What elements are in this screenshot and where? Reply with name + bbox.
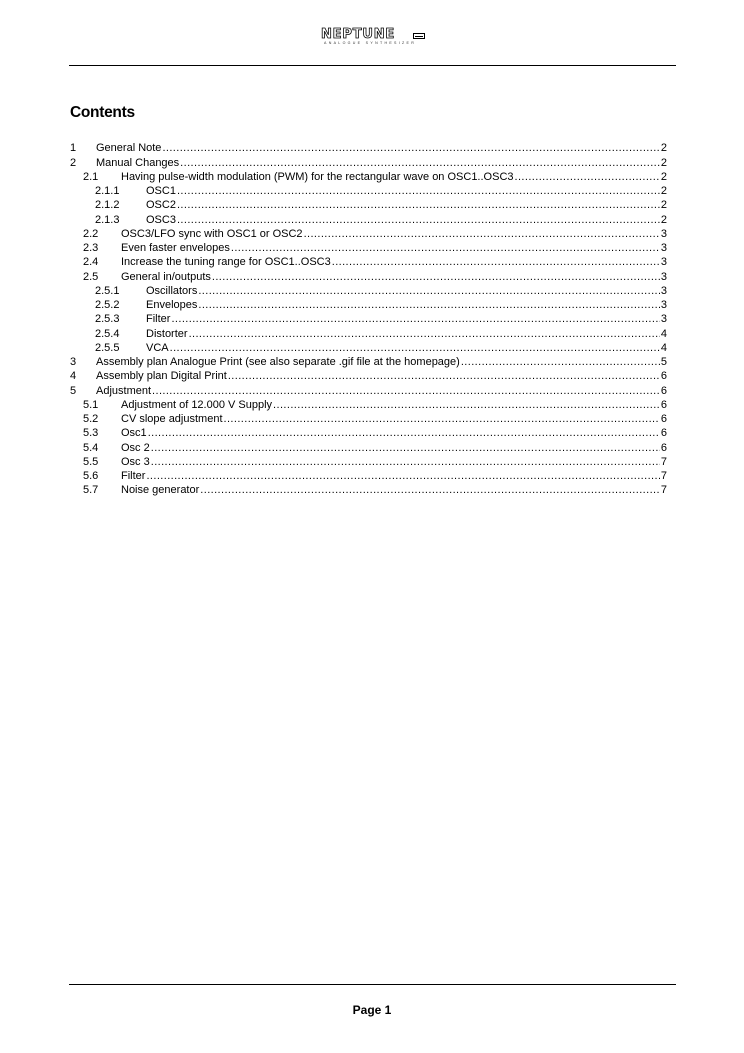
toc-dot-leader — [231, 242, 660, 255]
toc-dot-leader — [224, 413, 660, 426]
toc-entry-page: 2 — [660, 185, 667, 197]
toc-entry[interactable] — [70, 170, 667, 184]
toc-entry-page: 4 — [660, 341, 667, 354]
logo-subtext: ANALOGUE SYNTHESIZER — [324, 41, 417, 45]
toc-dot-leader — [273, 399, 660, 412]
toc-entry-number: 5.1 — [83, 398, 99, 411]
toc-entry-number: 5.4 — [83, 441, 99, 454]
toc-entry-number: 2.5.1 — [95, 284, 120, 297]
toc-entry-page: 7 — [660, 470, 667, 482]
toc-entry[interactable] — [70, 355, 667, 369]
toc-entry-number: 2.5 — [83, 270, 99, 283]
toc-entry-number: 2.1.3 — [95, 213, 120, 226]
toc-entry-number: 2.5.4 — [95, 327, 120, 340]
toc-dot-leader — [198, 299, 660, 312]
toc-dot-leader — [198, 285, 660, 298]
toc-entry-title: OSC3 — [146, 213, 176, 226]
toc-entry[interactable] — [70, 426, 667, 440]
toc-entry-title: Assembly plan Analogue Print (see also separate .gif file at the homepage) — [96, 356, 460, 368]
toc-entry-title: Osc 2 — [121, 441, 150, 454]
toc-entry[interactable] — [70, 312, 667, 326]
toc-entry-title: OSC1 — [146, 185, 176, 197]
toc-entry-page: 2 — [660, 170, 667, 183]
toc-entry-page: 6 — [660, 413, 667, 425]
toc-entry-page: 6 — [660, 427, 667, 440]
toc-entry-title: VCA — [146, 341, 169, 354]
toc-dot-leader — [177, 199, 660, 212]
toc-entry-title: Osc1 — [121, 427, 147, 440]
toc-dot-leader — [162, 142, 659, 155]
toc-entry-page: 3 — [660, 270, 667, 283]
toc-entry[interactable] — [70, 383, 667, 397]
toc-entry-number: 5.6 — [83, 470, 99, 482]
toc-entry-page: 4 — [660, 327, 667, 340]
toc-entry-number: 3 — [70, 356, 77, 368]
toc-dot-leader — [151, 456, 660, 469]
toc-entry-number: 5.2 — [83, 413, 99, 425]
toc-entry-title: Adjustment of 12.000 V Supply — [121, 398, 273, 411]
toc-entry-number: 2.1.1 — [95, 185, 120, 197]
toc-dot-leader — [151, 442, 660, 455]
toc-entry-page: 3 — [660, 256, 667, 269]
toc-entry-title: Osc 3 — [121, 455, 150, 468]
toc-entry[interactable] — [70, 483, 667, 497]
toc-entry[interactable] — [70, 269, 667, 283]
toc-dot-leader — [304, 228, 660, 241]
toc-entry-number: 2.4 — [83, 256, 99, 269]
toc-entry-page: 3 — [660, 242, 667, 254]
toc-entry[interactable] — [70, 184, 667, 198]
toc-entry-title: Distorter — [146, 327, 188, 340]
toc-entry-title: OSC3/LFO sync with OSC1 or OSC2 — [121, 227, 303, 240]
toc-entry[interactable] — [70, 455, 667, 469]
toc-entry-page: 5 — [660, 356, 667, 368]
toc-dot-leader — [212, 271, 660, 284]
toc-heading: Contents — [70, 104, 135, 121]
toc-entry-number: 5.5 — [83, 455, 99, 468]
table-of-contents — [70, 141, 667, 497]
toc-dot-leader — [171, 313, 659, 326]
toc-entry-title: Adjustment — [96, 384, 152, 397]
toc-dot-leader — [177, 185, 660, 198]
toc-entry-number: 2.2 — [83, 227, 99, 240]
toc-entry-title: Filter — [121, 470, 146, 482]
toc-dot-leader — [152, 385, 660, 398]
toc-entry-number: 2.5.5 — [95, 341, 120, 354]
toc-entry-page: 6 — [660, 384, 667, 397]
toc-entry-title: Having pulse-width modulation (PWM) for the rectangular wave on OSC1..OSC3 — [121, 170, 514, 183]
footer-divider — [69, 984, 676, 985]
toc-entry-number: 2.1.2 — [95, 199, 120, 212]
toc-entry-title: Assembly plan Digital Print — [96, 370, 227, 383]
page-number: Page 1 — [352, 1003, 392, 1017]
toc-entry-number: 5.7 — [83, 484, 99, 497]
toc-entry-page: 3 — [660, 284, 667, 297]
toc-entry-page: 3 — [660, 299, 667, 311]
toc-entry-number: 5 — [70, 384, 77, 397]
toc-dot-leader — [200, 484, 660, 497]
toc-entry-page: 2 — [660, 213, 667, 226]
toc-entry[interactable] — [70, 155, 667, 169]
toc-entry-title: Noise generator — [121, 484, 200, 497]
toc-entry-number: 2.3 — [83, 242, 99, 254]
toc-entry[interactable] — [70, 298, 667, 312]
toc-entry-title: General in/outputs — [121, 270, 211, 283]
toc-entry[interactable] — [70, 440, 667, 454]
toc-entry-number: 2.1 — [83, 170, 99, 183]
toc-entry-title: CV slope adjustment — [121, 413, 223, 425]
toc-entry-title: Even faster envelopes — [121, 242, 230, 254]
toc-dot-leader — [228, 370, 660, 383]
toc-dot-leader — [170, 342, 660, 355]
toc-dot-leader — [146, 470, 659, 483]
toc-dot-leader — [180, 157, 660, 170]
toc-entry-number: 2.5.3 — [95, 313, 120, 326]
toc-entry[interactable] — [70, 227, 667, 241]
toc-entry-number: 5.3 — [83, 427, 99, 440]
toc-entry-number: 4 — [70, 370, 77, 383]
toc-entry-title: Increase the tuning range for OSC1..OSC3 — [121, 256, 331, 269]
toc-entry[interactable] — [70, 398, 667, 412]
toc-entry-title: Manual Changes — [96, 156, 180, 169]
logo-mark-icon — [413, 33, 425, 39]
toc-entry-page: 3 — [660, 313, 667, 326]
toc-entry-title: Filter — [146, 313, 171, 326]
logo-wordmark: NEPTUNE — [321, 27, 396, 42]
toc-entry-title: Envelopes — [146, 299, 198, 311]
toc-entry[interactable] — [70, 212, 667, 226]
toc-dot-leader — [148, 427, 660, 440]
toc-entry[interactable] — [70, 326, 667, 340]
toc-entry-page: 6 — [660, 441, 667, 454]
toc-entry[interactable] — [70, 141, 667, 155]
toc-entry-page: 6 — [660, 370, 667, 383]
toc-entry[interactable] — [70, 369, 667, 383]
toc-dot-leader — [332, 256, 660, 269]
toc-entry-number: 2.5.2 — [95, 299, 120, 311]
toc-entry[interactable] — [70, 284, 667, 298]
neptune-logo — [321, 28, 425, 46]
toc-dot-leader — [515, 171, 660, 184]
toc-entry-title: Oscillators — [146, 284, 198, 297]
toc-entry-number: 1 — [70, 142, 77, 155]
toc-entry-page: 2 — [660, 156, 667, 169]
toc-entry-page: 2 — [660, 199, 667, 212]
toc-entry-page: 3 — [660, 227, 667, 240]
toc-entry-page: 6 — [660, 398, 667, 411]
toc-entry-number: 2 — [70, 156, 77, 169]
toc-entry-page: 7 — [660, 455, 667, 468]
toc-dot-leader — [189, 328, 660, 341]
toc-entry[interactable] — [70, 341, 667, 355]
toc-entry-page: 7 — [660, 484, 667, 497]
toc-entry-title: OSC2 — [146, 199, 176, 212]
header-divider — [69, 65, 676, 66]
toc-entry-title: General Note — [96, 142, 162, 155]
toc-entry-page: 2 — [660, 142, 667, 155]
toc-dot-leader — [177, 214, 660, 227]
toc-entry[interactable] — [70, 255, 667, 269]
toc-entry[interactable] — [70, 469, 667, 483]
toc-entry[interactable] — [70, 412, 667, 426]
toc-entry[interactable] — [70, 241, 667, 255]
toc-entry[interactable] — [70, 198, 667, 212]
toc-dot-leader — [461, 356, 660, 369]
